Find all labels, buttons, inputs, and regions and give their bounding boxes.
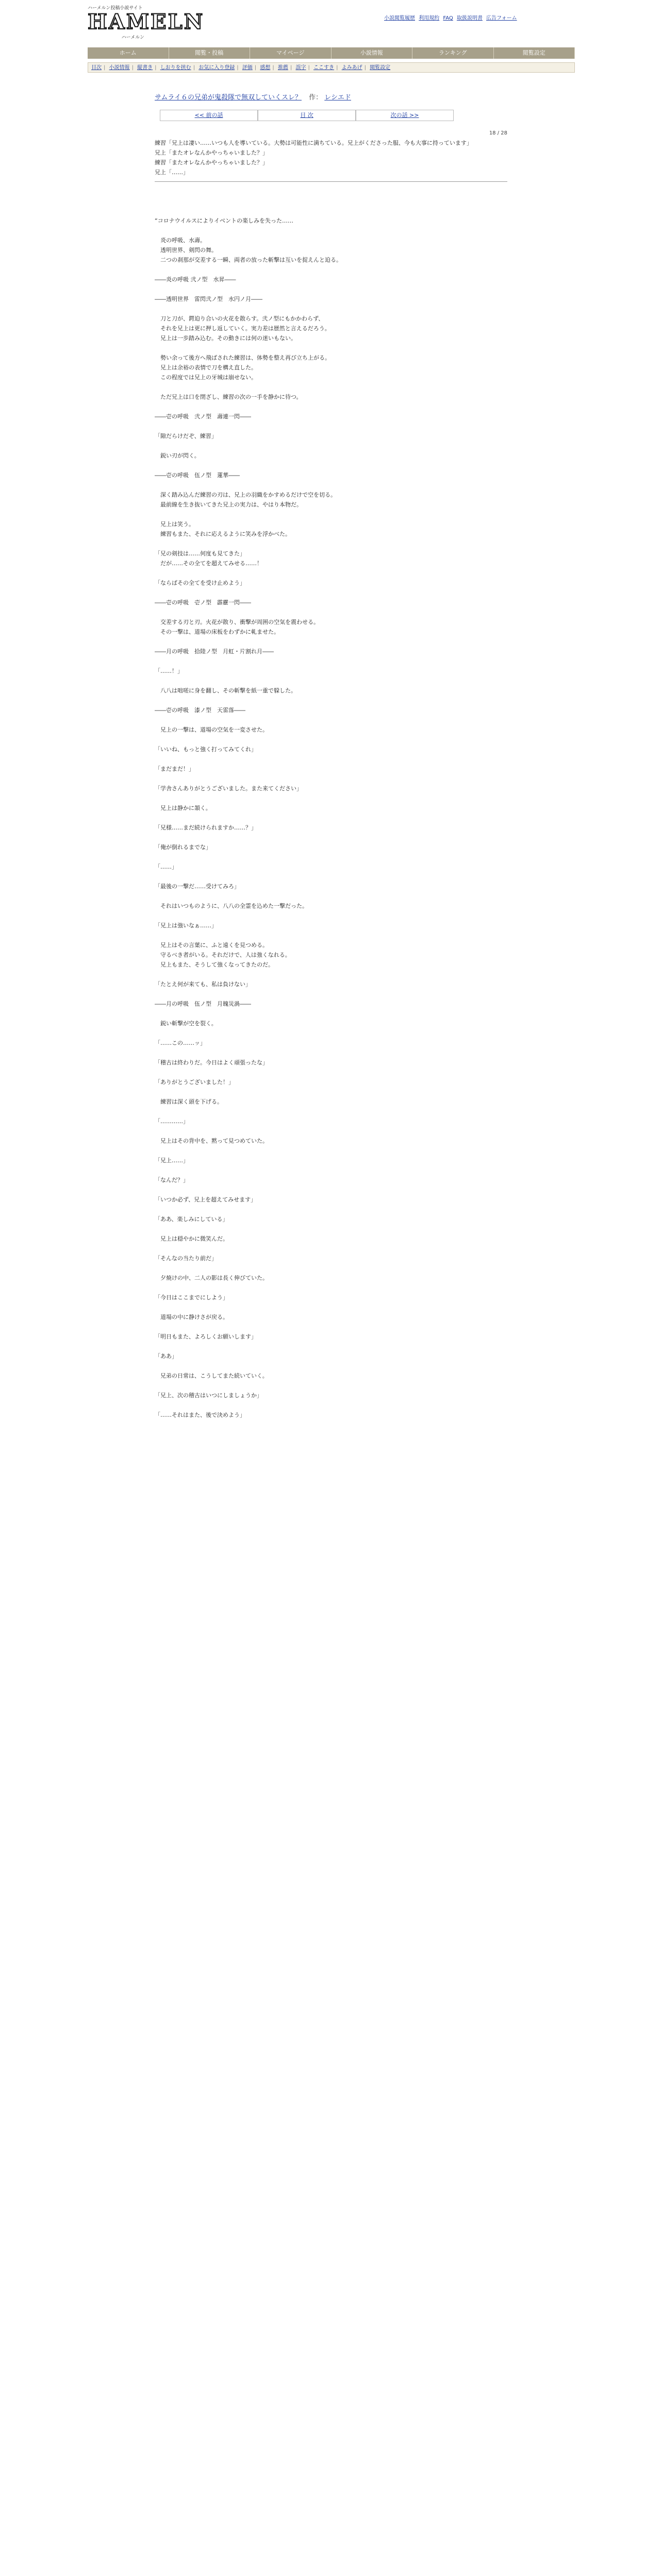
author-name[interactable]: レシエド (324, 94, 351, 101)
title-row (155, 92, 507, 101)
body-paragraph (155, 715, 507, 725)
body-paragraph: 兄弟の日常は、こうしてまた続いていく。 (155, 1372, 268, 1379)
subnav-separator: | (254, 65, 257, 71)
body-paragraph: ――月の呼吸 拾陸ノ型 月虹・片割れ月―― (155, 648, 274, 655)
body-paragraph (155, 607, 507, 617)
body-paragraph: 「ありがとうございました！」 (155, 1079, 234, 1086)
body-paragraph: 透明世界、剣閃の舞。 (155, 247, 217, 253)
body-paragraph (155, 852, 507, 862)
body-paragraph (155, 461, 507, 470)
body-paragraph: それを兄上は更に押し返していく。実力差は歴然と言えるだろう。 (155, 325, 330, 332)
body-paragraph (155, 382, 507, 392)
body-paragraph: 深く踏み込んだ練習の刃は、兄上の羽織をかすめるだけで空を切る。 (155, 492, 336, 498)
subnav-bookmark[interactable]: しおりを挟む (160, 65, 191, 71)
body-paragraph (155, 696, 507, 705)
top-link-manual[interactable]: 取扱説明書 (456, 15, 483, 21)
body-paragraph (155, 1342, 507, 1351)
nav-ranking[interactable]: ランキング (412, 47, 494, 59)
body-paragraph: 兄上はその言葉に、ふと遠くを見つめる。 (155, 942, 268, 948)
subnav-separator: | (364, 65, 366, 71)
nav-settings[interactable]: 閲覧設定 (494, 47, 575, 59)
body-paragraph (155, 510, 507, 519)
body-paragraph (155, 1028, 507, 1038)
body-paragraph: 兄上の一撃は、道場の空気を一変させた。 (155, 726, 268, 733)
body-paragraph: ――壱の呼吸 漆ノ型 天雷落―― (155, 707, 245, 714)
body-paragraph: 「……」 (155, 863, 177, 870)
subnav-separator: | (237, 65, 239, 71)
body-paragraph (155, 1302, 507, 1312)
body-paragraph: 「兄様……まだ続けられますか……？」 (155, 824, 257, 831)
body-paragraph (155, 970, 507, 979)
top-link-terms[interactable]: 利用規約 (419, 15, 440, 21)
recap-paragraph: 練習「またオレなんかやっちゃいました？」 (155, 159, 268, 166)
body-paragraph (155, 793, 507, 803)
body-paragraph: それはいつものように、八八の全霊を込めた一撃だった。 (155, 903, 308, 909)
body-paragraph: 「ああ、楽しみにしている」 (155, 1216, 228, 1223)
body-paragraph: 「……それはまた、後で決めよう」 (155, 1412, 245, 1418)
subnav-separator: | (290, 65, 292, 71)
body-paragraph: ――壱の呼吸 弐ノ型 壽連一閃―― (155, 413, 251, 420)
body-paragraph: 鋭い斬撃が空を裂く。 (155, 1020, 217, 1027)
subnav-favorite[interactable]: お気に入り登録 (198, 65, 235, 71)
body-paragraph: 「ならばその全てを受け止めよう」 (155, 580, 245, 586)
subnav-separator: | (308, 65, 310, 71)
body-paragraph: 兄上は笑う。 (155, 521, 194, 528)
body-paragraph (155, 637, 507, 647)
body-paragraph: 道場の中に静けさが戻る。 (155, 1314, 228, 1320)
nav-browse-post[interactable]: 閲覧・投稿 (169, 47, 251, 59)
author-label: 作： (309, 94, 323, 101)
body-paragraph (155, 1009, 507, 1019)
page-count: 18 / 28 (489, 130, 507, 136)
body-paragraph: 刀と刀が、鍔迫り合いの火花を散らす。弐ノ型にもかかわらず、 (155, 315, 324, 322)
body-paragraph: ――透明世界 雷閃弐ノ型 水円ノ月―― (155, 296, 262, 302)
body-paragraph: 「……この……ッ」 (155, 1040, 206, 1046)
body-paragraph: 「稽古は終わりだ。今日はよく頑張ったな」 (155, 1059, 268, 1066)
body-paragraph: 練習もまた、それに応えるように笑みを浮かべた。 (155, 531, 291, 537)
body-paragraph: この程度では兄上の牙城は崩せない。 (155, 374, 257, 381)
body-paragraph: 「たとえ何が来ても、私は負けない」 (155, 981, 251, 988)
body-paragraph (155, 343, 507, 353)
subnav-review[interactable]: 感想 (260, 65, 271, 71)
recap-text (155, 138, 507, 177)
body-paragraph: 炎の呼吸、水壽。 (155, 237, 206, 244)
main-nav (88, 47, 575, 59)
subnav-vertical[interactable]: 縦書き (137, 65, 153, 71)
body-paragraph: 「明日もまた、よろしくお願いします」 (155, 1333, 257, 1340)
body-paragraph: 「兄上、次の稽古はいつにしましょうか」 (155, 1392, 262, 1399)
novel-content (155, 92, 507, 1420)
body-paragraph (155, 1087, 507, 1097)
subnav-view-settings[interactable]: 閲覧設定 (370, 65, 391, 71)
body-paragraph (155, 1067, 507, 1077)
site-logo[interactable] (88, 4, 205, 40)
body-paragraph (155, 1126, 507, 1136)
body-paragraph: 交差する刃と刃。火花が散り、衝撃が周囲の空気を震わせる。 (155, 619, 319, 625)
body-paragraph: ただ兄上は口を閉ざし、練習の次の一手を静かに待つ。 (155, 394, 302, 400)
subnav-rate[interactable]: 評価 (242, 65, 253, 71)
body-paragraph: 兄上もまた、そうして強くなってきたのだ。 (155, 961, 274, 968)
top-link-faq[interactable]: FAQ (443, 15, 453, 21)
body-paragraph (155, 833, 507, 842)
subnav-likes[interactable]: ここすき (313, 65, 335, 71)
body-paragraph: 兄上は余裕の表情で刀を構え直した。 (155, 364, 257, 371)
body-paragraph (155, 226, 507, 235)
body-paragraph (155, 1107, 507, 1116)
body-paragraph (155, 911, 507, 921)
body-paragraph: 二つの刹那が交差する一瞬、両者の放った斬撃は互いを捉えんと迫る。 (155, 257, 342, 263)
body-paragraph: 「…………」 (155, 1118, 189, 1125)
body-paragraph: 八八は咄嗟に身を翻し、その斬撃を紙一重で躱した。 (155, 687, 296, 694)
body-paragraph (155, 206, 507, 216)
body-paragraph: 最前線を生き抜いてきた兄上の実力は、やはり本物だ。 (155, 501, 302, 508)
body-paragraph: 「兄の剣技は……何度も見てきた」 (155, 550, 245, 557)
subnav-separator: | (155, 65, 157, 71)
top-link-history[interactable]: 小説閲覧履歴 (384, 15, 415, 21)
body-paragraph: ――壱の呼吸 壱ノ型 霹靂一閃―― (155, 599, 251, 606)
body-paragraph: ――壱の呼吸 伍ノ型 蓮華―― (155, 472, 240, 479)
site-header (0, 0, 662, 45)
body-paragraph (155, 1224, 507, 1234)
body-paragraph (155, 891, 507, 901)
body-paragraph: 「ああ」 (155, 1353, 177, 1360)
novel-title[interactable]: サムライ６の兄弟が鬼殺隊で無双していくスレ？ (155, 94, 302, 101)
recap-paragraph: 兄上「……」 (155, 169, 189, 176)
body-paragraph: 「俺が倒れるまでな」 (155, 844, 211, 851)
logo-subtitle: ハーメルン投稿小説サイト (88, 6, 143, 11)
toc-link[interactable]: 目 次 (258, 110, 356, 121)
body-paragraph: “コロナウイルスによりイベントの楽しみを失った…… (155, 217, 294, 224)
body-paragraph: 「隙だらけだぞ、練習」 (155, 433, 217, 439)
body-paragraph (155, 1165, 507, 1175)
body-paragraph (155, 676, 507, 686)
body-paragraph (155, 1400, 507, 1410)
body-paragraph (155, 1244, 507, 1253)
body-paragraph (155, 1381, 507, 1391)
body-paragraph: ――炎の呼吸 弐ノ型 水昇―― (155, 276, 236, 283)
body-paragraph: 守るべき者がいる。それだけで、人は強くなれる。 (155, 952, 291, 958)
body-paragraph (155, 480, 507, 490)
body-paragraph: だが……その全てを超えてみせる……！ (155, 560, 262, 567)
body-paragraph: 「兄上……」 (155, 1157, 189, 1164)
sub-nav (88, 62, 575, 73)
body-paragraph (155, 284, 507, 294)
logo-wordmark: HAMELN (88, 10, 205, 34)
recap-paragraph: 練習「兄上は凄い……いつも人を導いている。大勢は可能性に満ちている。兄上がくださった服、今も大事に持っています」 (155, 140, 472, 146)
nav-mypage[interactable]: マイページ (250, 47, 332, 59)
subnav-separator: | (336, 65, 338, 71)
subnav-typo[interactable]: 誤字 (295, 65, 306, 71)
top-link-ad-form[interactable]: 広告フォーム (486, 15, 517, 21)
body-paragraph (155, 1361, 507, 1371)
prev-chapter-link[interactable]: << 前の話 (160, 110, 258, 121)
subnav-separator: | (272, 65, 274, 71)
body-paragraph: 鋭い刃が閃く。 (155, 452, 200, 459)
body-paragraph: 兄上は一歩踏み込む。その動きには何の迷いもない。 (155, 335, 296, 342)
body-paragraph (155, 402, 507, 412)
body-paragraph (155, 754, 507, 764)
body-paragraph (155, 1048, 507, 1058)
body-paragraph (155, 196, 507, 206)
body-paragraph: 「まだまだ！」 (155, 766, 194, 772)
body-paragraph (155, 1283, 507, 1293)
subnav-recommend[interactable]: 推薦 (277, 65, 288, 71)
body-paragraph (155, 441, 507, 451)
body-paragraph: 「最後の一撃だ……受けてみろ」 (155, 883, 240, 890)
body-paragraph: ――月の呼吸 伍ノ型 月魄災渦―― (155, 1001, 251, 1007)
body-paragraph (155, 1185, 507, 1195)
body-paragraph: 夕焼けの中、二人の影は長く伸びていた。 (155, 1275, 268, 1281)
body-paragraph (155, 421, 507, 431)
body-paragraph: 「今日はここまでにしよう」 (155, 1294, 228, 1301)
body-paragraph (155, 735, 507, 744)
body-paragraph: 兄上はその背中を、黙って見つめていた。 (155, 1138, 268, 1144)
body-paragraph: 「学舎さんありがとうございました。また来てください」 (155, 785, 302, 792)
body-paragraph (155, 265, 507, 275)
body-paragraph: 兄上は静かに頷く。 (155, 805, 211, 811)
body-paragraph: 「兄上は強いなぁ……」 (155, 922, 217, 929)
body-paragraph: 勢い余って後方へ飛ばされた練習は、体勢を整え再び立ち上がる。 (155, 354, 330, 361)
subnav-novel-info[interactable]: 小説情報 (109, 65, 130, 71)
subnav-toc[interactable]: 目次 (91, 65, 102, 71)
recap-paragraph: 兄上「またオレなんかやっちゃいました？」 (155, 149, 268, 156)
next-chapter-link[interactable]: 次の話 >> (356, 110, 454, 121)
nav-home[interactable]: ホーム (88, 47, 169, 59)
body-paragraph (155, 539, 507, 549)
subnav-separator: | (104, 65, 106, 71)
logo-kana: ハーメルン (121, 35, 144, 40)
body-paragraph: 「……！」 (155, 668, 183, 674)
body-paragraph (155, 304, 507, 314)
body-paragraph: 「なんだ？」 (155, 1177, 189, 1183)
body-paragraph (155, 1146, 507, 1156)
body-paragraph (155, 1205, 507, 1214)
chapter-body (155, 196, 507, 1420)
body-paragraph (155, 774, 507, 784)
divider (155, 181, 507, 182)
body-paragraph (155, 656, 507, 666)
body-paragraph: 練習は深く頭を下げる。 (155, 1098, 223, 1105)
body-paragraph: 兄上は穏やかに微笑んだ。 (155, 1235, 228, 1242)
body-paragraph (155, 588, 507, 598)
body-paragraph (155, 568, 507, 578)
body-paragraph (155, 930, 507, 940)
body-paragraph: 「いつか必ず、兄上を超えてみせます」 (155, 1196, 257, 1203)
top-links (384, 13, 519, 21)
body-paragraph (155, 813, 507, 823)
chapter-pager (160, 110, 454, 121)
body-paragraph (155, 989, 507, 999)
body-paragraph (155, 872, 507, 882)
body-paragraph: 「そんなの当たり前だ」 (155, 1255, 217, 1262)
body-paragraph: その一撃は、道場の床板をわずかに軋ませた。 (155, 629, 279, 635)
body-paragraph: 「いいね、もっと強く打ってみてくれ」 (155, 746, 257, 753)
subnav-read-aloud[interactable]: よみあげ (341, 65, 362, 71)
subnav-separator: | (131, 65, 134, 71)
nav-novel-info[interactable]: 小説情報 (332, 47, 413, 59)
body-paragraph (155, 1322, 507, 1332)
subnav-separator: | (193, 65, 195, 71)
body-paragraph (155, 1263, 507, 1273)
